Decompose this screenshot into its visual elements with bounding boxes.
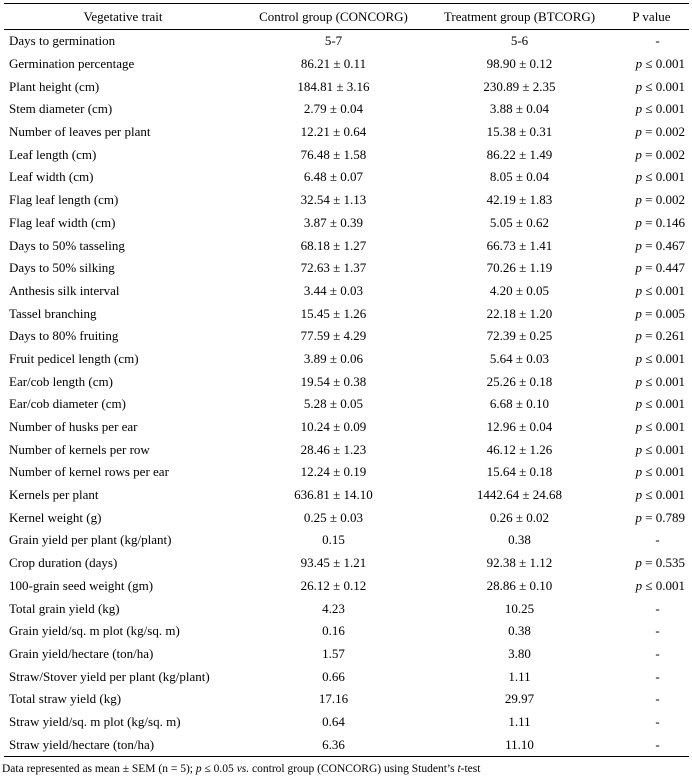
table-row (4, 416, 689, 439)
cell-treatment: 28.86 ± 0.10 (486, 577, 553, 593)
cell-p-value: p = 0.002 (635, 146, 685, 162)
cell-control: 68.18 ± 1.27 (300, 237, 367, 253)
cell-p-value: p = 0.535 (635, 555, 685, 571)
cell-control: 32.54 ± 1.13 (300, 192, 367, 208)
cell-control: 12.21 ± 0.64 (300, 124, 367, 140)
header-control-group: Control group (CONCORG) (242, 4, 425, 30)
cell-trait: Grain yield/sq. m plot (kg/sq. m) (9, 623, 180, 639)
p-symbol: p (635, 419, 643, 435)
cell-p-value: p ≤ 0.001 (635, 78, 685, 94)
table-row (4, 529, 689, 552)
table-row (4, 98, 689, 121)
cell-trait: Flag leaf width (cm) (9, 214, 116, 230)
p-symbol: p (635, 214, 642, 230)
table-header (4, 4, 689, 30)
cell-p-value: - (655, 33, 660, 49)
cell-p-value: p = 0.467 (635, 237, 685, 253)
cell-treatment: 5-6 (510, 33, 529, 49)
cell-trait: Total straw yield (kg) (9, 691, 122, 707)
table-row (4, 620, 689, 643)
footnote-part4: -test (460, 763, 481, 775)
p-symbol: p (635, 373, 643, 389)
cell-trait: Straw yield/sq. m plot (kg/sq. m) (9, 713, 181, 729)
cell-control: 72.63 ± 1.37 (300, 260, 367, 276)
cell-p-value: - (655, 691, 660, 707)
table-row (4, 711, 689, 734)
cell-treatment: 29.97 (504, 691, 535, 707)
cell-p-value: p ≤ 0.001 (635, 441, 685, 457)
table-row (4, 53, 689, 76)
p-symbol: p (635, 169, 643, 185)
cell-control: 0.64 (322, 713, 345, 729)
cell-treatment: 92.38 ± 1.12 (486, 555, 553, 571)
cell-p-value: p ≤ 0.001 (635, 464, 685, 480)
cell-p-value: p = 0.005 (635, 305, 685, 321)
cell-control: 0.16 (322, 623, 345, 639)
table-row (4, 665, 689, 688)
table-row (4, 506, 689, 529)
footnote-t: t (457, 763, 461, 775)
p-symbol: p (635, 78, 643, 94)
cell-control: 19.54 ± 0.38 (300, 373, 367, 389)
cell-trait: Days to germination (9, 33, 116, 49)
cell-control: 28.46 ± 1.23 (300, 441, 367, 457)
table-row (4, 370, 689, 393)
table-footnote (2, 763, 480, 775)
footnote-part2: ≤ 0.05 (201, 763, 237, 775)
cell-treatment: 5.05 ± 0.62 (489, 214, 550, 230)
cell-treatment: 46.12 ± 1.26 (486, 441, 553, 457)
cell-trait: Anthesis silk interval (9, 282, 120, 298)
cell-treatment: 12.96 ± 0.04 (486, 419, 553, 435)
p-symbol: p (635, 487, 643, 503)
cell-control: 636.81 ± 14.10 (294, 487, 373, 503)
table-row (4, 30, 689, 53)
cell-control: 6.36 (242, 733, 425, 756)
cell-control: 0.15 (322, 532, 345, 548)
table-row (4, 234, 689, 257)
p-symbol: p (635, 509, 642, 525)
cell-control: 4.23 (322, 600, 345, 616)
cell-control: 5-7 (324, 33, 343, 49)
cell-trait: Kernels per plant (9, 487, 99, 503)
cell-control: 3.87 ± 0.39 (303, 214, 364, 230)
cell-p-value: - (655, 600, 660, 616)
cell-trait: Number of leaves per plant (9, 124, 151, 140)
footnote-part3: control group (CONCORG) using Student’s (249, 763, 458, 775)
header-treatment-group: Treatment group (BTCORG) (425, 4, 614, 30)
cell-control: 6.48 ± 0.07 (303, 169, 364, 185)
p-symbol: p (635, 192, 642, 208)
cell-trait: Grain yield per plant (kg/plant) (9, 532, 172, 548)
cell-trait: Leaf width (cm) (9, 169, 94, 185)
cell-control: 0.25 ± 0.03 (303, 509, 364, 525)
table-row (4, 257, 689, 280)
table-row (4, 212, 689, 235)
p-symbol: p (635, 441, 643, 457)
cell-control: 26.12 ± 0.12 (300, 577, 367, 593)
cell-treatment: 72.39 ± 0.25 (486, 328, 553, 344)
cell-p-value: - (655, 713, 660, 729)
table-row (4, 643, 689, 666)
cell-treatment: 42.19 ± 1.83 (486, 192, 553, 208)
cell-treatment: 1442.64 ± 24.68 (476, 487, 563, 503)
table-row (4, 461, 689, 484)
cell-p-value: - (614, 733, 689, 756)
table-row (4, 325, 689, 348)
cell-p-value: p ≤ 0.001 (635, 396, 685, 412)
cell-p-value: p = 0.261 (635, 328, 685, 344)
table-row (4, 552, 689, 575)
table-row (4, 438, 689, 461)
cell-control: 3.89 ± 0.06 (303, 350, 364, 366)
cell-p-value: - (655, 623, 660, 639)
cell-trait: Straw yield/hectare (ton/ha) (4, 733, 242, 756)
header-vegetative-trait: Vegetative trait (4, 4, 242, 30)
cell-p-value: p ≤ 0.001 (635, 487, 685, 503)
cell-p-value: - (655, 645, 660, 661)
cell-control: 1.57 (322, 645, 345, 661)
p-symbol: p (635, 146, 642, 162)
cell-trait: Leaf length (cm) (9, 146, 97, 162)
cell-treatment: 10.25 (504, 600, 535, 616)
p-symbol: p (635, 464, 643, 480)
footnote-vs: vs. (236, 763, 250, 775)
cell-p-value: - (655, 532, 660, 548)
cell-trait: Days to 50% silking (9, 260, 115, 276)
cell-trait: Plant height (cm) (9, 78, 100, 94)
p-symbol: p (635, 350, 643, 366)
cell-trait: Tassel branching (9, 305, 97, 321)
table-row (4, 75, 689, 98)
cell-p-value: p ≤ 0.001 (635, 577, 685, 593)
table-row (4, 121, 689, 144)
cell-control: 2.79 ± 0.04 (303, 101, 364, 117)
cell-trait: Kernel weight (g) (9, 509, 102, 525)
table-row (4, 189, 689, 212)
p-symbol: p (635, 237, 642, 253)
cell-trait: Ear/cob length (cm) (9, 373, 113, 389)
table-row (4, 348, 689, 371)
p-symbol: p (635, 124, 642, 140)
table-body (4, 30, 689, 757)
cell-p-value: p ≤ 0.001 (635, 101, 685, 117)
footnote-part1: Data represented as mean ± SEM (n = 5); (2, 763, 196, 775)
cell-p-value: p = 0.447 (635, 260, 685, 276)
cell-control: 17.16 (318, 691, 349, 707)
table-row (4, 393, 689, 416)
p-symbol: p (635, 305, 642, 321)
table-row (4, 302, 689, 325)
cell-treatment: 6.68 ± 0.10 (489, 396, 550, 412)
cell-trait: Straw/Stover yield per plant (kg/plant) (9, 668, 210, 684)
footnote-p-symbol: p (195, 763, 202, 775)
cell-p-value: p ≤ 0.001 (635, 282, 685, 298)
cell-treatment: 1.11 (508, 713, 531, 729)
cell-trait: Crop duration (days) (9, 555, 118, 571)
header-p-value: P value (614, 4, 689, 30)
table-row (4, 688, 689, 711)
cell-trait: Number of kernels per row (9, 441, 150, 457)
table-row (4, 280, 689, 303)
p-symbol: p (635, 56, 643, 72)
cell-trait: Flag leaf length (cm) (9, 192, 119, 208)
cell-control: 184.81 ± 3.16 (297, 78, 370, 94)
table-row (4, 143, 689, 166)
p-symbol: p (635, 396, 643, 412)
cell-treatment: 5.64 ± 0.03 (489, 350, 550, 366)
cell-trait: Ear/cob diameter (cm) (9, 396, 126, 412)
cell-p-value: p ≤ 0.001 (635, 169, 685, 185)
table-row (4, 575, 689, 598)
cell-treatment: 22.18 ± 1.20 (486, 305, 553, 321)
cell-trait: Days to 50% tasseling (9, 237, 125, 253)
cell-treatment: 4.20 ± 0.05 (489, 282, 550, 298)
cell-p-value: p ≤ 0.001 (635, 350, 685, 366)
table-row (4, 597, 689, 620)
cell-trait: Number of husks per ear (9, 419, 138, 435)
cell-treatment: 0.38 (508, 532, 531, 548)
cell-trait: 100-grain seed weight (gm) (9, 577, 154, 593)
cell-control: 12.24 ± 0.19 (300, 464, 367, 480)
header-row (4, 4, 689, 30)
cell-p-value: - (655, 668, 660, 684)
cell-p-value: p = 0.789 (635, 509, 685, 525)
cell-p-value: p ≤ 0.001 (635, 373, 685, 389)
cell-trait: Fruit pedicel length (cm) (9, 350, 139, 366)
table-row (4, 484, 689, 507)
cell-treatment: 11.10 (425, 733, 614, 756)
p-symbol: p (635, 101, 643, 117)
table-row (4, 166, 689, 189)
cell-p-value: p = 0.146 (635, 214, 685, 230)
cell-trait: Number of kernel rows per ear (9, 464, 169, 480)
p-symbol: p (635, 282, 643, 298)
cell-control: 5.28 ± 0.05 (303, 396, 364, 412)
cell-control: 76.48 ± 1.58 (300, 146, 367, 162)
cell-trait: Germination percentage (9, 56, 135, 72)
p-symbol: p (635, 555, 642, 571)
cell-treatment: 15.38 ± 0.31 (486, 124, 553, 140)
cell-treatment: 8.05 ± 0.04 (489, 169, 550, 185)
cell-trait: Stem diameter (cm) (9, 101, 113, 117)
cell-control: 77.59 ± 4.29 (300, 328, 367, 344)
p-symbol: p (635, 328, 642, 344)
cell-trait: Grain yield/hectare (ton/ha) (9, 645, 154, 661)
cell-control: 10.24 ± 0.09 (300, 419, 367, 435)
cell-trait: Total grain yield (kg) (9, 600, 120, 616)
cell-p-value: p = 0.002 (635, 192, 685, 208)
cell-treatment: 0.26 ± 0.02 (489, 509, 550, 525)
cell-p-value: p ≤ 0.001 (635, 56, 685, 72)
cell-treatment: 3.88 ± 0.04 (489, 101, 550, 117)
cell-p-value: p ≤ 0.001 (635, 419, 685, 435)
cell-control: 0.66 (322, 668, 345, 684)
cell-treatment: 70.26 ± 1.19 (486, 260, 553, 276)
cell-treatment: 230.89 ± 2.35 (483, 78, 556, 94)
cell-control: 3.44 ± 0.03 (303, 282, 364, 298)
cell-control: 86.21 ± 0.11 (300, 56, 367, 72)
cell-treatment: 25.26 ± 0.18 (486, 373, 553, 389)
cell-treatment: 98.90 ± 0.12 (486, 56, 553, 72)
p-symbol: p (635, 260, 642, 276)
cell-treatment: 1.11 (508, 668, 531, 684)
p-symbol: p (635, 577, 643, 593)
cell-treatment: 86.22 ± 1.49 (486, 146, 553, 162)
cell-treatment: 66.73 ± 1.41 (486, 237, 553, 253)
cell-treatment: 3.80 (508, 645, 531, 661)
cell-treatment: 15.64 ± 0.18 (486, 464, 553, 480)
cell-control: 15.45 ± 1.26 (300, 305, 367, 321)
cell-treatment: 0.38 (508, 623, 531, 639)
cell-p-value: p = 0.002 (635, 124, 685, 140)
table-row (4, 733, 689, 756)
cell-control: 93.45 ± 1.21 (300, 555, 367, 571)
cell-trait: Days to 80% fruiting (9, 328, 119, 344)
vegetative-traits-table (4, 3, 689, 757)
